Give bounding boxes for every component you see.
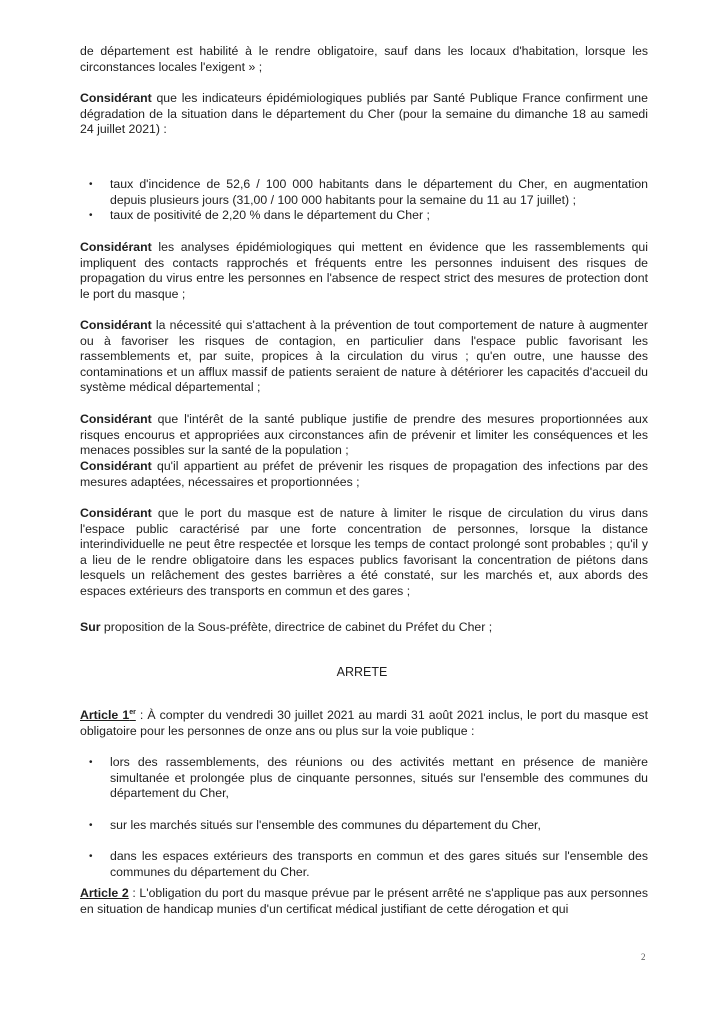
indicators-list — [80, 177, 648, 224]
article-2: Article 2 : L'obligation du port du masque prévue par le présent arrêté ne s'applique pas aux personnes en situation de handicap munies d'un certificat médical justifiant de cette dérogation et qui — [80, 886, 648, 916]
bullet-icon: • — [89, 851, 93, 863]
page-number: 2 — [641, 952, 646, 962]
article-2-label: Article 2 — [80, 886, 129, 900]
proposal: Sur proposition de la Sous-préfète, directrice de cabinet du Préfet du Cher ; — [80, 620, 493, 634]
list-item: • taux d'incidence de 52,6 / 100 000 habitants dans le département du Cher, en augmentation depuis plusieurs jours (31,00 / 100 000 habitants pour la semaine du 11 au 17 juillet) ; — [89, 177, 648, 207]
article-1-label: Article 1er — [80, 708, 136, 722]
considerant-1: Considérant que les indicateurs épidémiologiques publiés par Santé Publique France confirment une dégradation de la situation dans le département du Cher (pour la semaine du dimanche 18 au samedi 24 juillet 2021) : — [80, 91, 648, 137]
list-item: • dans les espaces extérieurs des transports en commun et des gares situés sur l'ensemble des communes du département du Cher. — [89, 849, 648, 879]
bullet-icon: • — [89, 179, 93, 190]
considerant-4: Considérant que l'intérêt de la santé publique justifie de prendre des mesures proportionnées aux risques encourus et appropriées aux circonstances afin de prévenir et limiter les conséquences et les menaces possibles sur la santé de la population ; — [80, 412, 648, 458]
bullet-icon: • — [89, 819, 93, 831]
bullet-icon: • — [89, 210, 93, 222]
considerant-lead: Considérant — [80, 91, 152, 105]
decree-title: ARRETE — [336, 665, 388, 679]
list-item: • lors des rassemblements, des réunions ou des activités mettant en présence de manière simultanée et prolongée plus de cinquante personnes, situés sur l'ensemble des communes du département du Cher, — [89, 755, 648, 801]
considerant-6: Considérant que le port du masque est de nature à limiter le risque de circulation du virus dans l'espace public caractérisé par une forte concentration de personnes, lorsque la distance interindividuelle ne peut être respectée et lorsque les temps de contact prolongé sont probables ; qu'il y a lieu de le rendre obligatoire dans les espaces publics favorisant la concentration de piétons dans lesquels un relâchement des gestes barrières a été constaté, sur les marchés et, aux abords des espaces extérieurs des transports en commun et des gares ; — [80, 506, 648, 598]
article-1: Article 1er : À compter du vendredi 30 juillet 2021 au mardi 31 août 2021 inclus, le port du masque est obligatoire pour les personnes de onze ans ou plus sur la voie publique : — [80, 708, 648, 738]
bullet-icon: • — [89, 757, 93, 768]
list-item: • sur les marchés situés sur l'ensemble des communes du département du Cher, — [89, 817, 541, 832]
intro-continuation: de département est habilité à le rendre obligatoire, sauf dans les locaux d'habitation, lorsque les circonstances locales l'exigent » ; — [80, 44, 648, 74]
considerant-3: Considérant la nécessité qui s'attachent à la prévention de tout comportement de nature à augmenter ou à favoriser les risques de contagion, en particulier dans l'espace public favorisant les rassemblements et, par suite, propices à la circulation du virus ; qu'en outre, une hausse des contaminations et un afflux massif de patients seraient de nature à détériorer les capacités d'accueil du système médical départemental ; — [80, 318, 648, 395]
considerant-2: Considérant les analyses épidémiologiques qui mettent en évidence que les rassemblements qui impliquent des contacts rapprochés et fréquents entre les personnes induisent des risques de propagation du virus entre les personnes en l'absence de respect strict des mesures de protection dont le port du masque ; — [80, 240, 648, 301]
considerant-5: Considérant qu'il appartient au préfet de prévenir les risques de propagation des infections par des mesures adaptées, nécessaires et proportionnées ; — [80, 459, 648, 489]
list-item: • taux de positivité de 2,20 % dans le département du Cher ; — [89, 208, 430, 223]
article-1-list — [80, 755, 648, 881]
